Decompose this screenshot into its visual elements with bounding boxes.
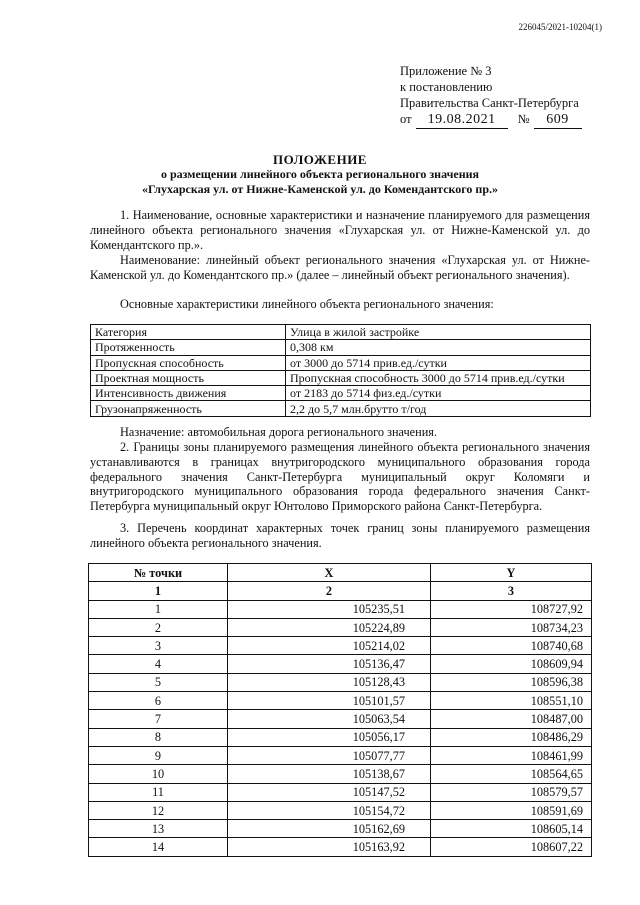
paragraph-3: Основные характеристики линейного объекта регионального значения: [120, 297, 494, 311]
characteristic-row [91, 340, 591, 355]
point-number: 11 [89, 783, 228, 801]
coordinate-row [89, 637, 592, 655]
characteristic-value: от 3000 до 5714 прив.ед./сутки [286, 355, 591, 370]
coordinate-row [89, 820, 592, 838]
point-number: 10 [89, 765, 228, 783]
y-coordinate: 108461,99 [431, 746, 592, 764]
coordinate-row [89, 746, 592, 764]
point-number: 1 [89, 600, 228, 618]
characteristics-table [90, 324, 591, 417]
coordinate-row [89, 801, 592, 819]
x-coordinate: 105136,47 [228, 655, 431, 673]
col-number-2: 2 [228, 582, 431, 600]
col-header-point: № точки [89, 564, 228, 582]
point-number: 4 [89, 655, 228, 673]
characteristic-name: Грузонапряженность [91, 401, 286, 416]
y-coordinate: 108734,23 [431, 618, 592, 636]
characteristic-name: Категория [91, 325, 286, 340]
characteristic-name: Протяженность [91, 340, 286, 355]
characteristic-value: Пропускная способность 3000 до 5714 прив.ед./сутки [286, 370, 591, 385]
coordinate-row [89, 692, 592, 710]
point-number: 9 [89, 746, 228, 764]
appendix-line-3: Правительства Санкт-Петербурга [400, 96, 579, 110]
y-coordinate: 108596,38 [431, 673, 592, 691]
col-number-1: 1 [89, 582, 228, 600]
coordinate-row [89, 655, 592, 673]
y-coordinate: 108607,22 [431, 838, 592, 856]
point-number: 5 [89, 673, 228, 691]
col-number-3: 3 [431, 582, 592, 600]
point-number: 7 [89, 710, 228, 728]
characteristic-name: Пропускная способность [91, 355, 286, 370]
x-coordinate: 105128,43 [228, 673, 431, 691]
characteristic-row [91, 325, 591, 340]
paragraph-1: 1. Наименование, основные характеристики и назначение планируемого для размещения линейного объекта регионального значения «Глухарская ул. от Нижне-Каменской ул. до Комендантского пр.». [90, 208, 590, 252]
coordinate-row [89, 838, 592, 856]
appendix-line-2: к постановлению [400, 80, 493, 94]
y-coordinate: 108591,69 [431, 801, 592, 819]
x-coordinate: 105101,57 [228, 692, 431, 710]
document-title [0, 152, 640, 197]
point-number: 13 [89, 820, 228, 838]
from-label: от [400, 112, 412, 126]
y-coordinate: 108486,29 [431, 728, 592, 746]
characteristic-value: Улица в жилой застройке [286, 325, 591, 340]
x-coordinate: 105214,02 [228, 637, 431, 655]
y-coordinate: 108551,10 [431, 692, 592, 710]
coordinates-table [88, 563, 592, 857]
title-line-2: о размещении линейного объекта регионального значения [160, 167, 480, 181]
paragraph-5: 2. Границы зоны планируемого размещения линейного объекта регионального значения устанавливаются в границах внутригородского муниципального образования города федерального значения Санкт-Петербурга муниципальный округ Коломяги и внутригородского муниципального образования города федерального значения Санкт-Петербурга муниципальный округ Юнтолово Приморского района Санкт-Петербурга. [90, 440, 590, 514]
characteristic-value: 2,2 до 5,7 млн.брутто т/год [286, 401, 591, 416]
characteristic-row [91, 370, 591, 385]
number-label: № [517, 112, 530, 126]
decree-date: 19.08.2021 [416, 112, 508, 129]
characteristic-row [91, 355, 591, 370]
appendix-line-1: Приложение № 3 [400, 64, 492, 78]
x-coordinate: 105056,17 [228, 728, 431, 746]
point-number: 6 [89, 692, 228, 710]
coordinate-row [89, 710, 592, 728]
x-coordinate: 105077,77 [228, 746, 431, 764]
col-header-x: X [228, 564, 431, 582]
y-coordinate: 108579,57 [431, 783, 592, 801]
paragraph-6: 3. Перечень координат характерных точек границ зоны планируемого размещения линейного объекта регионального значения. [90, 521, 590, 550]
point-number: 3 [89, 637, 228, 655]
paragraph-2: Наименование: линейный объект регионального значения «Глухарская ул. от Нижне-Каменской ул. до Комендантского пр.» (далее – линейный объект регионального значения). [90, 253, 590, 282]
coordinate-row [89, 600, 592, 618]
col-header-y: Y [431, 564, 592, 582]
point-number: 8 [89, 728, 228, 746]
coordinate-row [89, 783, 592, 801]
x-coordinate: 105154,72 [228, 801, 431, 819]
coordinate-row [89, 728, 592, 746]
x-coordinate: 105162,69 [228, 820, 431, 838]
characteristic-value: 0,308 км [286, 340, 591, 355]
y-coordinate: 108609,94 [431, 655, 592, 673]
y-coordinate: 108487,00 [431, 710, 592, 728]
characteristic-name: Интенсивность движения [91, 386, 286, 401]
x-coordinate: 105138,67 [228, 765, 431, 783]
title-heading: ПОЛОЖЕНИЕ [273, 152, 367, 167]
title-line-3: «Глухарская ул. от Нижне-Каменской ул. до Комендантского пр.» [141, 182, 499, 196]
coords-header-row [89, 564, 592, 582]
x-coordinate: 105235,51 [228, 600, 431, 618]
coordinate-row [89, 673, 592, 691]
decree-number: 609 [534, 112, 582, 129]
y-coordinate: 108740,68 [431, 637, 592, 655]
y-coordinate: 108564,65 [431, 765, 592, 783]
y-coordinate: 108605,14 [431, 820, 592, 838]
characteristic-name: Проектная мощность [91, 370, 286, 385]
y-coordinate: 108727,92 [431, 600, 592, 618]
coordinate-row [89, 765, 592, 783]
characteristic-value: от 2183 до 5714 физ.ед./сутки [286, 386, 591, 401]
point-number: 12 [89, 801, 228, 819]
appendix-date-line [400, 111, 582, 129]
x-coordinate: 105147,52 [228, 783, 431, 801]
x-coordinate: 105063,54 [228, 710, 431, 728]
point-number: 14 [89, 838, 228, 856]
coords-subheader-row [89, 582, 592, 600]
appendix-header [400, 63, 582, 129]
characteristic-row [91, 401, 591, 416]
coordinate-row [89, 618, 592, 636]
point-number: 2 [89, 618, 228, 636]
x-coordinate: 105224,89 [228, 618, 431, 636]
document-id: 226045/2021-10204(1) [518, 22, 602, 32]
x-coordinate: 105163,92 [228, 838, 431, 856]
paragraph-4: Назначение: автомобильная дорога регионального значения. [120, 425, 438, 439]
characteristic-row [91, 386, 591, 401]
